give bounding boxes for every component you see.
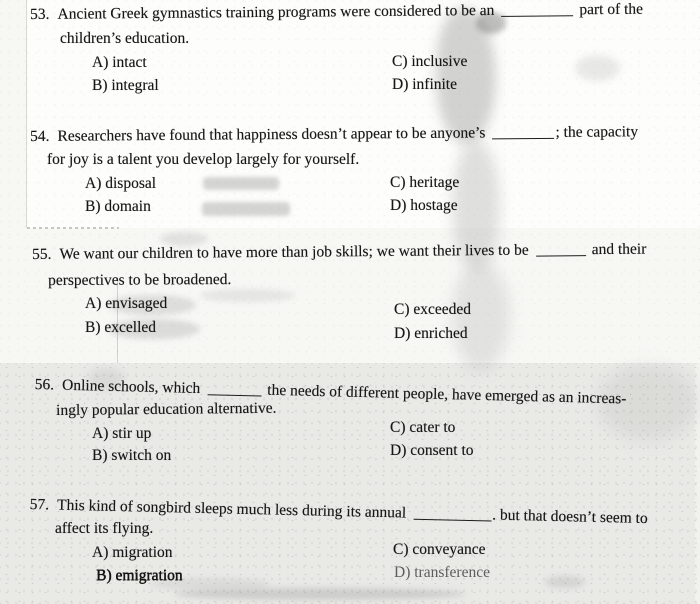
question-57-stem-pre: This kind of songbird sleeps much less during its annual [56,496,407,522]
question-54-option-c: C) heritage [390,174,460,191]
question-53-option-c: C) inclusive [392,53,468,70]
question-55-option-a: A) envisaged [85,295,168,312]
blank-line [536,244,586,256]
blank-line [492,127,554,139]
question-56-option-c: C) cater to [390,419,456,436]
question-55-number: 55. [32,245,52,263]
question-53-number: 53. [30,5,50,23]
question-54-option-a: A) disposal [85,175,157,192]
question-53-option-b: B) integral [92,77,159,94]
question-53-option-a: A) intact [92,54,147,71]
scan-smudge [200,289,295,302]
blank-line [207,383,261,396]
question-57-number: 57. [29,495,50,514]
scan-edge-strip [695,363,700,604]
question-55-stem-pre: We want our children to have more than job skills; we want their lives to be [59,241,529,263]
question-56-option-b: B) switch on [92,447,172,464]
question-57-option-b: B) emigration [96,567,183,584]
question-56-option-a: A) stir up [92,425,152,442]
question-55-stem-line2: perspectives to be broadened. [48,271,232,289]
question-57-option-c: C) conveyance [393,541,486,558]
blank-line [501,4,573,17]
question-55-option-d: D) enriched [394,325,468,342]
question-57-stem-post: . but that doesn’t seem to [492,506,648,528]
question-53-stem-post: part of the [579,0,644,19]
question-54-option-b: B) domain [85,198,151,215]
question-56-number: 56. [34,375,55,394]
blank-line [413,508,491,522]
question-57-option-d: D) transference [394,564,490,581]
question-54-stem-post: ; the capacity [555,123,639,141]
question-53-option-d: D) infinite [392,76,457,93]
question-56-stem-post: the needs of different people, have emerged as an increas- [267,381,627,408]
question-56-stem-pre: Online schools, which [61,376,201,398]
question-54-stem-line2: for joy is a talent you develop largely for yourself. [47,151,360,168]
question-54-number: 54. [30,127,50,145]
question-57-stem-line2: affect its flying. [55,520,154,537]
question-55-option-c: C) exceeded [394,301,472,318]
question-56-stem-line2: ingly popular education alternative. [56,399,277,419]
question-55-option-b: B) excelled [85,319,157,336]
question-55-stem-post: and their [591,240,647,259]
question-55-stem-line1 [32,240,646,264]
scan-fragment-dotted-edge [27,227,119,229]
question-57-option-a: A) migration [92,544,173,561]
question-54-option-d: D) hostage [390,197,458,214]
question-56-option-d: D) consent to [390,442,474,459]
question-53-stem-pre: Ancient Greek gymnastics training programs were considered to be an [57,1,495,23]
question-53-stem-line2: children’s education. [60,30,190,47]
question-54-stem-pre: Researchers have found that happiness doesn’t appear to be anyone’s [57,124,486,145]
